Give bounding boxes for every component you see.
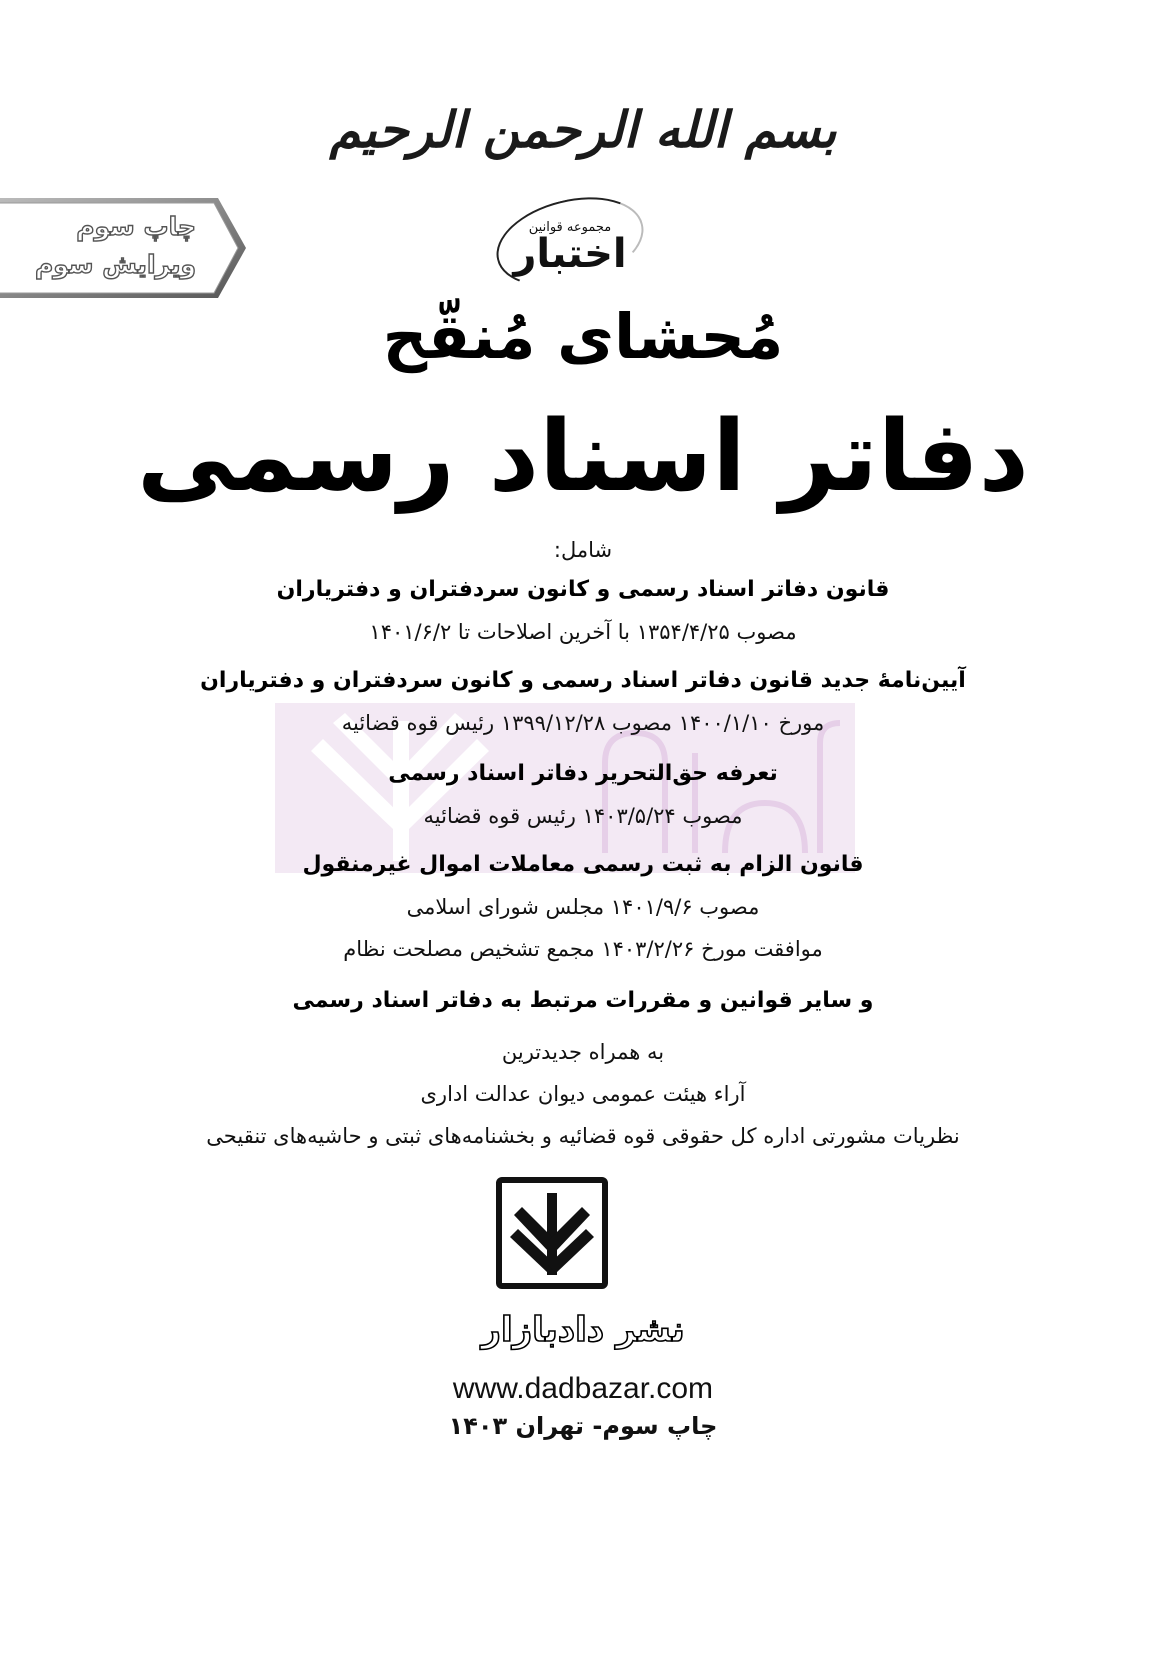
series-subtitle: مجموعه قوانین xyxy=(528,220,612,235)
extra-item: آراء هیئت عمومی دیوان عدالت اداری xyxy=(420,1082,746,1106)
series-name: اختبار xyxy=(513,231,627,277)
publisher-name: نشر دادبازار xyxy=(481,1310,685,1350)
item-detail: مورخ ۱۴۰۰/۱/۱۰ مصوب ۱۳۹۹/۱۲/۲۸ رئیس قوه قضائیه xyxy=(341,711,825,735)
includes-label: شامل: xyxy=(553,538,613,562)
item-title: قانون دفاتر اسناد رسمی و کانون سردفتران و دفتریاران xyxy=(276,577,890,602)
extra-item: نظریات مشورتی اداره کل حقوقی قوه قضائیه و بخشنامه‌های ثبتی و حاشیه‌های تنقیحی xyxy=(206,1124,960,1148)
imprint-line: چاپ سوم- تهران ۱۴۰۳ xyxy=(448,1412,718,1440)
item-title: قانون الزام به ثبت رسمی معاملات اموال غیرمنقول xyxy=(302,852,864,877)
edition-badge xyxy=(0,198,246,298)
item-title: تعرفه حق‌التحریر دفاتر اسناد رسمی xyxy=(388,761,778,786)
item-detail: موافقت مورخ ۱۴۰۳/۲/۲۶ مجمع تشخیص مصلحت نظام xyxy=(343,937,823,961)
series-logo xyxy=(495,200,645,295)
revision-label: ویرایش سوم xyxy=(34,250,196,279)
book-title: دفاتر اسناد رسمی xyxy=(137,400,1029,514)
edition-label: چاپ سوم xyxy=(76,212,196,241)
book-subtitle: مُحشای مُنقّح xyxy=(382,300,784,373)
item-detail: مصوب ۱۴۰۱/۹/۶ مجلس شورای اسلامی xyxy=(406,895,760,919)
item-title: و سایر قوانین و مقررات مرتبط به دفاتر اسناد رسمی xyxy=(292,988,874,1013)
basmala: بسم الله الرحمن الرحیم xyxy=(329,100,837,159)
item-title: آیین‌نامهٔ جدید قانون دفاتر اسناد رسمی و کانون سردفتران و دفتریاران xyxy=(200,668,966,693)
along-with-label: به همراه جدیدترین xyxy=(501,1040,665,1064)
publisher-website-link[interactable]: www.dadbazar.com xyxy=(452,1372,714,1405)
item-detail: مصوب ۱۴۰۳/۵/۲۴ رئیس قوه قضائیه xyxy=(423,804,743,828)
item-detail: مصوب ۱۳۵۴/۴/۲۵ با آخرین اصلاحات تا ۱۴۰۱/۶/۲ xyxy=(369,620,797,644)
tree-logo-icon xyxy=(496,1177,608,1289)
